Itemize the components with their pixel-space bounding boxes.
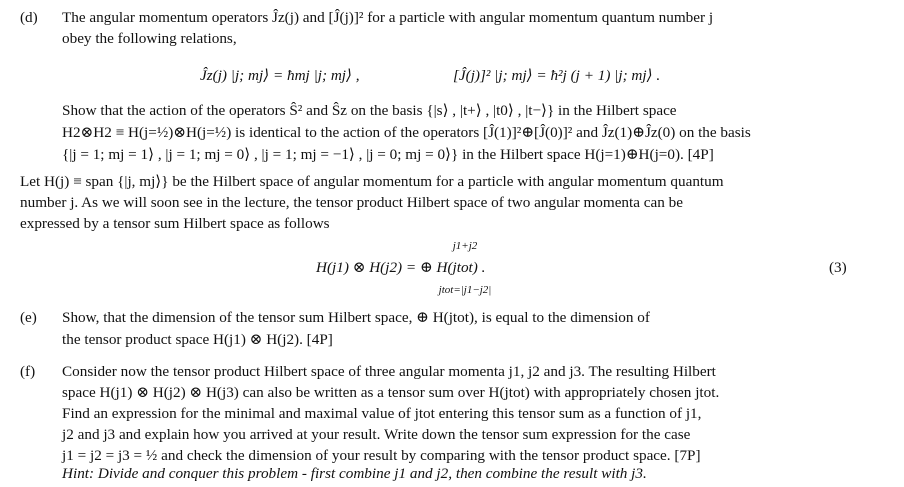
part-e-line1: Show, that the dimension of the tensor sum Hilbert space, ⊕ H(jtot), is equal to the dimension of [62, 309, 650, 326]
part-e-line2: the tensor product space H(j1) ⊗ H(j2). [4P] [62, 331, 333, 348]
part-f-line3: Find an expression for the minimal and maximal value of jtot entering this tensor sum as a function of j1, [62, 405, 702, 422]
equation3-body: H(j1) ⊗ H(j2) = ⊕ H(jtot) . [316, 259, 486, 276]
part-d-text-line2: obey the following relations, [62, 30, 237, 47]
part-d-label: (d) [20, 9, 38, 26]
equation3-upper-limit: j1+j2 [452, 240, 478, 252]
equation3-number: (3) [829, 259, 847, 276]
part-f-label: (f) [20, 363, 36, 380]
part-f-line5: j1 = j2 = j3 = ½ and check the dimension of your result by comparing with the tensor product space. [7P] [62, 447, 701, 464]
part-f-hint: Hint: Divide and conquer this problem - first combine j1 and j2, then combine the result with j3. [62, 465, 647, 482]
part-d-show-line2: H2⊗H2 ≡ H(j=½)⊗H(j=½) is identical to the action of the operators [Ĵ(1)]²⊕[Ĵ(0)]² and Ĵz(1)⊕Ĵz(0) on the basis [62, 124, 751, 141]
equation3-lower-limit: jtot=|j1−j2| [438, 284, 492, 296]
intro-line2: number j. As we will soon see in the lecture, the tensor product Hilbert space of two angular momenta can be [20, 194, 683, 211]
intro-line1: Let H(j) ≡ span {|j, mj⟩} be the Hilbert space of angular momentum for a particle with angular momentum quantum [20, 173, 724, 190]
part-d-text-line1: The angular momentum operators Ĵz(j) and [Ĵ(j)]² for a particle with angular momentum quantum number j [62, 9, 714, 26]
part-f-line4: j2 and j3 and explain how you arrived at your result. Write down the tensor sum expression for the case [62, 426, 691, 443]
intro-line3: expressed by a tensor sum Hilbert space as follows [20, 215, 330, 232]
part-e-label: (e) [20, 309, 37, 326]
part-d-show-line1: Show that the action of the operators Ŝ² and Ŝz on the basis {|s⟩ , |t+⟩ , |t0⟩ , |t−⟩} in the Hilbert space [62, 102, 677, 119]
part-d-equation-left: Ĵz(j) |j; mj⟩ = ħmj |j; mj⟩ , [200, 67, 360, 84]
part-f-line1: Consider now the tensor product Hilbert space of three angular momenta j1, j2 and j3. The resulting Hilbert [62, 363, 716, 380]
part-d-equation-right: [Ĵ(j)]² |j; mj⟩ = ħ²j (j + 1) |j; mj⟩ . [453, 67, 661, 84]
part-d-show-line3: {|j = 1; mj = 1⟩ , |j = 1; mj = 0⟩ , |j = 1; mj = −1⟩ , |j = 0; mj = 0⟩} in the Hilbert space H(j=1)⊕H(j=0). [4P] [62, 146, 714, 163]
part-f-line2: space H(j1) ⊗ H(j2) ⊗ H(j3) can also be written as a tensor sum over H(jtot) with appropriately chosen jtot. [62, 384, 720, 401]
